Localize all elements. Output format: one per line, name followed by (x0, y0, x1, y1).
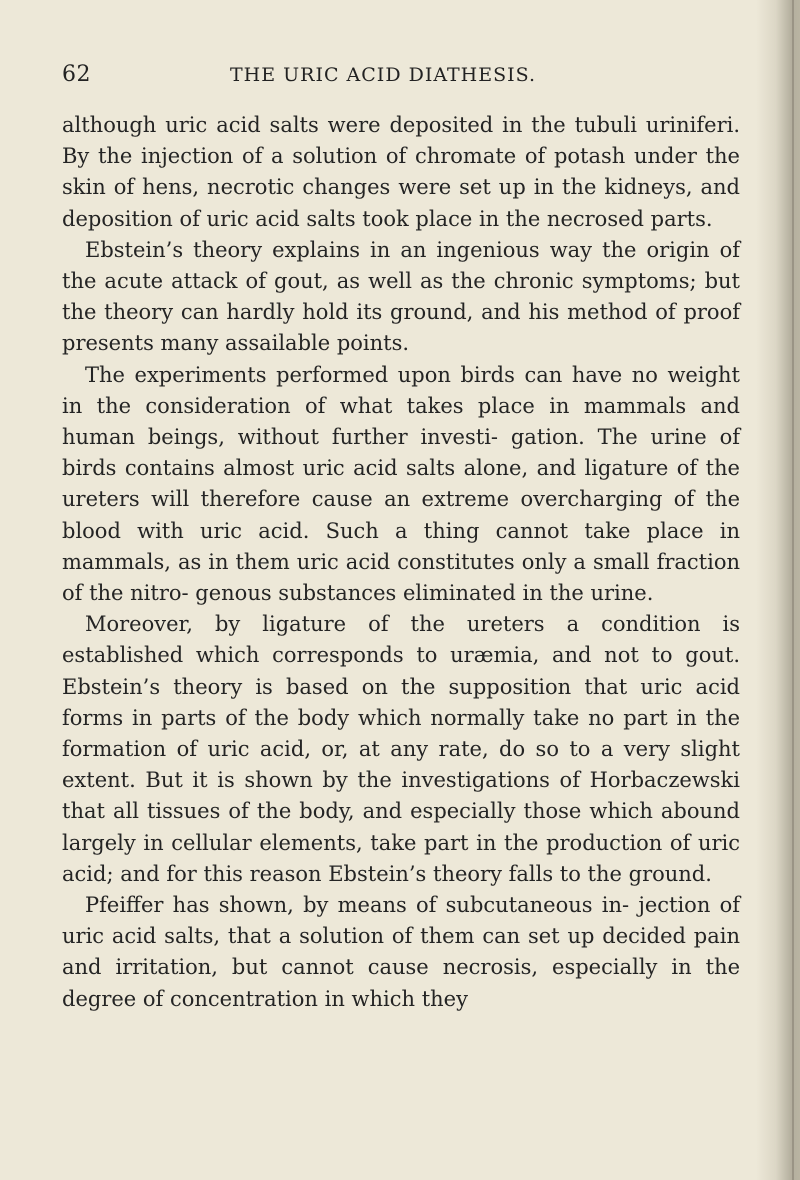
page-header (62, 62, 738, 92)
body-text (62, 110, 740, 1015)
running-title: THE URIC ACID DIATHESIS. (230, 64, 537, 86)
page-edge-line (792, 0, 794, 1180)
paragraph-4: Moreover, by ligature of the ureters a condition is established which corresponds to uræmia, and not to gout. Ebstein’s theory is based on the supposition that uric acid forms in parts of the body which normally take no part in the formation of uric acid, or, at any rate, do so to a very slight extent. But it is shown by the investigations of Horbaczewski that all tissues of the body, and especially those which abound largely in cellular elements, take part in the production of uric acid; and for this reason Ebstein’s theory falls to the ground. (62, 612, 740, 886)
paragraph-1: although uric acid salts were deposited in the tubuli uriniferi. By the injection of a solution of chromate of potash under the skin of hens, necrotic changes were set up in the kidneys, and deposition of uric acid salts took place in the necrosed parts. (62, 113, 740, 231)
paragraph-5: Pfeiffer has shown, by means of subcutaneous in- jection of uric acid salts, that a solution of them can set up decided pain and irritation, but cannot cause necrosis, especially in the degree of concentration in which they (62, 893, 740, 1011)
paragraph-2: Ebstein’s theory explains in an ingenious way the origin of the acute attack of gout, as well as the chronic symptoms; but the theory can hardly hold its ground, and his method of proof presents many assailable points. (62, 237, 740, 356)
paragraph-3: The experiments performed upon birds can have no weight in the consideration of what takes place in mammals and human beings, without further investi- gation. The urine of birds contains almost uric acid salts alone, and ligature of the ureters will therefore cause an extreme overcharging of the blood with uric acid. Such a thing cannot take place in mammals, as in them uric acid constitutes only a small fraction of the nitro- genous substances eliminated in the urine. (62, 362, 740, 606)
page-number: 62 (62, 62, 91, 87)
